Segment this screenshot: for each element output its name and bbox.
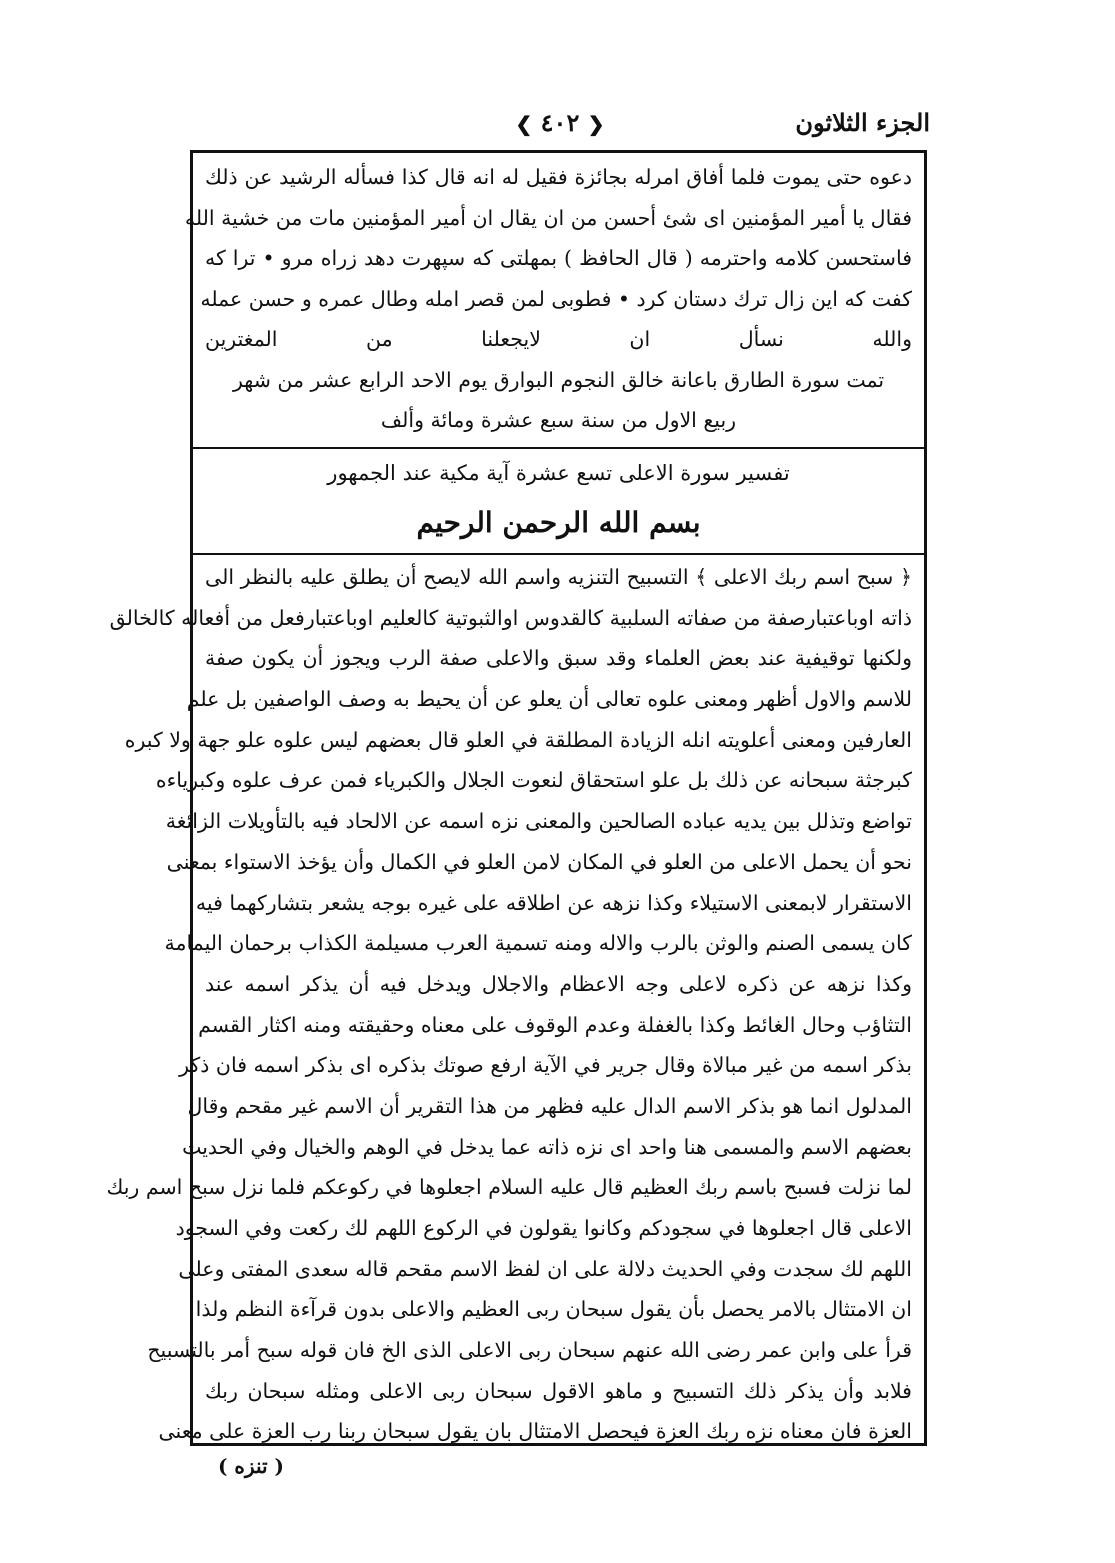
colophon-line: ربيع الاول من سنة سبع عشرة ومائة وألف bbox=[380, 408, 737, 432]
text-line: فقال يا أمير المؤمنين اى شئ أحسن من ان يقال ان أمير المؤمنين مات من خشية الله bbox=[184, 205, 912, 230]
text-line: تواضع وتذلل بين يديه عباده الصالحين والمعنى نزه اسمه عن الالحاد فيه بالتأويلات الزائغة bbox=[165, 809, 912, 834]
page-header bbox=[190, 108, 930, 148]
previous-surah-ending bbox=[184, 157, 924, 441]
ornament-left-icon: ❮ bbox=[587, 112, 605, 136]
text-line: وكذا نزهه عن ذكره لاعلى وجه الاعظام والاجلال ويدخل فيه أن يذكر اسمه عند bbox=[205, 971, 912, 996]
text-line: فلابد وأن يذكر ذلك التسبيح و ماهو الاقول سبحان ربى الاعلى ومثله سبحان ربك bbox=[205, 1378, 912, 1403]
text-line: والله نسأل ان لايجعلنا من المغترين bbox=[205, 327, 912, 351]
text-line: التثاؤب وحال الغائط وكذا بالغفلة وعدم الوقوف على معناه وحقيقته ومنه اكثار القسم bbox=[198, 1012, 912, 1037]
surah-heading: تفسير سورة الاعلى تسع عشرة آية مكية عند الجمهور bbox=[327, 461, 790, 485]
text-line: المدلول انما هو بذكر الاسم الدال عليه فظهر من هذا التقرير أن الاسم غير مقحم وقال bbox=[187, 1093, 912, 1118]
section-divider bbox=[193, 447, 924, 449]
text-line: بذكر اسمه من غير مبالاة وقال جرير في الآية ارفع صوتك بذكره اى بذكر اسمه فان ذكر bbox=[179, 1053, 912, 1078]
volume-title: الجزء الثلاثون bbox=[795, 108, 930, 137]
text-line: كان يسمى الصنم والوثن بالرب والاله ومنه تسمية العرب مسيلمة الكذاب برحمان اليمامة bbox=[164, 931, 912, 956]
text-line: ان الامتثال بالامر يحصل بأن يقول سبحان ربى العظيم والاعلى بدون قرآءة النظم ولذا bbox=[195, 1297, 912, 1322]
text-line: كفت كه اين زال ترك دستان كرد • فطوبى لمن قصر امله وطال عمره و حسن عمله bbox=[200, 286, 912, 311]
text-line: نحو أن يحمل الاعلى من العلو في المكان لامن العلو في الكمال وأن يؤخذ الاستواء بمعنى bbox=[166, 849, 912, 874]
text-line: كبرجثة سبحانه عن ذلك بل علو استحقاق لنعوت الجلال والكبرياء فمن عرف علوه وكبرياءه bbox=[155, 768, 912, 793]
text-line: الاستقرار لابمعنى الاستيلاء وكذا نزهه عن اطلاقه على غيره بوجه يشعر بتشاركهما فيه bbox=[195, 890, 912, 915]
section-divider bbox=[193, 553, 924, 555]
text-line: العزة فان معناه نزه ربك العزة فيحصل الامتثال بان يقول سبحان ربنا رب العزة على معنى bbox=[158, 1419, 912, 1444]
surah-title-block bbox=[193, 451, 924, 551]
text-line: اللهم لك سجدت وفي الحديث دلالة على ان لفظ الاسم مقحم قاله سعدى المفتى وعلى bbox=[178, 1256, 912, 1281]
page-number: ٤٠٢ bbox=[540, 108, 580, 137]
text-line: العارفين ومعنى أعلويته انله الزيادة المطلقة في العلو قال بعضهم ليس علوه علو جهة ولا كبره bbox=[124, 727, 912, 752]
catchword: ( تنزه ) bbox=[218, 1454, 284, 1478]
text-line: بعضهم الاسم والمسمى هنا واحد اى نزه ذاته عما يدخل في الوهم والخيال وفي الحديث bbox=[182, 1134, 912, 1159]
text-line: للاسم والاول أظهر ومعنى علوه تعالى أن يعلو عن أن يحيط به وصف الواصفين بل علم bbox=[186, 687, 912, 712]
text-line: الاعلى قال اجعلوها في سجودكم وكانوا يقولون في الركوع اللهم لك ركعت وفي السجود bbox=[175, 1216, 912, 1240]
ornament-right-icon: ❯ bbox=[515, 112, 533, 136]
text-line: ذاته اوباعتبارصفة من صفاته السلبية كالقدوس اوالثبوتية كالعليم اوباعتبارفعل من أفعاله كالخالق bbox=[109, 605, 912, 630]
page-number-ornamented bbox=[500, 108, 620, 137]
text-line: قرأ على وابن عمر رضى الله عنهم سبحان ربى الاعلى الذى الخ فان قوله سبح أمر بالتسبيح bbox=[147, 1338, 912, 1363]
colophon-line: تمت سورة الطارق باعانة خالق النجوم البوارق يوم الاحد الرابع عشر من شهر bbox=[232, 367, 885, 392]
text-line: ﴿ سبح اسم ربك الاعلى ﴾ التسبيح التنزيه واسم الله لايصح أن يطلق عليه بالنظر الى bbox=[205, 565, 912, 589]
text-line: ولكنها توقيفية عند بعض العلماء وقد سبق والاعلى صفة الرب ويجوز أن يكون صفة bbox=[205, 646, 912, 671]
text-line: لما نزلت فسبح باسم ربك العظيم قال عليه السلام اجعلوها في ركوعكم فلما نزل سبح اسم ربك bbox=[106, 1175, 912, 1200]
tafsir-body bbox=[106, 557, 924, 1452]
text-line: فاستحسن كلامه واحترمه ( قال الحافظ ) بمهلتى كه سپهرت دهد زراه مرو • ترا كه bbox=[205, 246, 912, 270]
text-line: دعوه حتى يموت فلما أفاق امرله بجائزة فقيل له انه قال كذا فسأله الرشيد عن ذلك bbox=[205, 165, 912, 189]
basmala: بسم الله الرحمن الرحيم bbox=[416, 506, 701, 539]
text-frame bbox=[106, 150, 927, 1446]
